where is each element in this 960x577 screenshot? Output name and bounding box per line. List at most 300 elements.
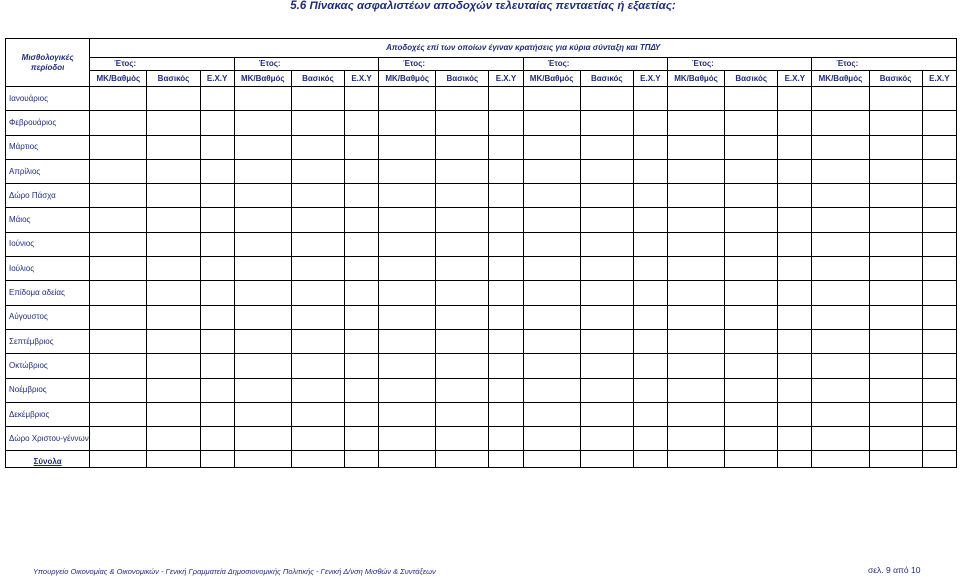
data-cell[interactable] <box>345 305 379 329</box>
data-cell[interactable] <box>200 378 234 402</box>
data-cell[interactable] <box>234 111 291 135</box>
data-cell[interactable] <box>580 305 633 329</box>
data-cell[interactable] <box>291 159 344 183</box>
data-cell[interactable] <box>580 402 633 426</box>
data-cell[interactable] <box>633 159 667 183</box>
data-cell[interactable] <box>633 232 667 256</box>
data-cell[interactable] <box>869 87 922 111</box>
data-cell[interactable] <box>379 159 436 183</box>
data-cell[interactable] <box>633 354 667 378</box>
data-cell[interactable] <box>922 281 956 305</box>
data-cell[interactable] <box>436 378 489 402</box>
data-cell[interactable] <box>725 111 778 135</box>
data-cell[interactable] <box>778 135 812 159</box>
data-cell[interactable] <box>90 208 147 232</box>
data-cell[interactable] <box>523 87 580 111</box>
data-cell[interactable] <box>667 257 724 281</box>
ex-header: Ε.Χ.Υ <box>345 71 379 87</box>
data-cell[interactable] <box>489 378 523 402</box>
data-cell[interactable] <box>291 329 344 353</box>
data-cell[interactable] <box>778 354 812 378</box>
data-cell[interactable] <box>869 159 922 183</box>
data-cell[interactable] <box>725 232 778 256</box>
total-cell[interactable] <box>90 451 147 468</box>
data-cell[interactable] <box>147 87 200 111</box>
data-cell[interactable] <box>523 159 580 183</box>
data-cell[interactable] <box>667 87 724 111</box>
data-cell[interactable] <box>869 184 922 208</box>
data-cell[interactable] <box>812 232 869 256</box>
data-cell[interactable] <box>580 354 633 378</box>
data-cell[interactable] <box>633 402 667 426</box>
data-cell[interactable] <box>922 354 956 378</box>
data-cell[interactable] <box>234 427 291 451</box>
data-cell[interactable] <box>147 305 200 329</box>
data-cell[interactable] <box>633 329 667 353</box>
data-cell[interactable] <box>580 87 633 111</box>
data-cell[interactable] <box>778 159 812 183</box>
data-cell[interactable] <box>436 159 489 183</box>
data-cell[interactable] <box>291 257 344 281</box>
data-cell[interactable] <box>147 257 200 281</box>
data-cell[interactable] <box>90 232 147 256</box>
data-cell[interactable] <box>489 257 523 281</box>
data-cell[interactable] <box>580 111 633 135</box>
data-cell[interactable] <box>922 232 956 256</box>
total-cell[interactable] <box>436 451 489 468</box>
data-cell[interactable] <box>523 329 580 353</box>
data-cell[interactable] <box>489 87 523 111</box>
data-cell[interactable] <box>90 111 147 135</box>
data-cell[interactable] <box>379 257 436 281</box>
data-cell[interactable] <box>147 329 200 353</box>
total-cell[interactable] <box>523 451 580 468</box>
data-cell[interactable] <box>436 184 489 208</box>
data-cell[interactable] <box>812 329 869 353</box>
data-cell[interactable] <box>379 378 436 402</box>
data-cell[interactable] <box>200 135 234 159</box>
data-cell[interactable] <box>523 111 580 135</box>
data-cell[interactable] <box>200 281 234 305</box>
data-cell[interactable] <box>436 354 489 378</box>
data-cell[interactable] <box>379 329 436 353</box>
data-cell[interactable] <box>489 111 523 135</box>
data-cell[interactable] <box>778 111 812 135</box>
data-cell[interactable] <box>633 305 667 329</box>
data-cell[interactable] <box>667 305 724 329</box>
data-cell[interactable] <box>147 427 200 451</box>
data-cell[interactable] <box>725 184 778 208</box>
data-cell[interactable] <box>812 111 869 135</box>
data-cell[interactable] <box>580 257 633 281</box>
data-cell[interactable] <box>667 208 724 232</box>
total-cell[interactable] <box>812 451 869 468</box>
total-cell[interactable] <box>379 451 436 468</box>
total-cell[interactable] <box>200 451 234 468</box>
data-cell[interactable] <box>489 208 523 232</box>
data-cell[interactable] <box>812 184 869 208</box>
total-cell[interactable] <box>778 451 812 468</box>
data-cell[interactable] <box>725 378 778 402</box>
data-cell[interactable] <box>200 257 234 281</box>
total-cell[interactable] <box>580 451 633 468</box>
data-cell[interactable] <box>90 135 147 159</box>
data-cell[interactable] <box>200 184 234 208</box>
data-cell[interactable] <box>436 427 489 451</box>
data-cell[interactable] <box>812 208 869 232</box>
data-cell[interactable] <box>379 402 436 426</box>
data-cell[interactable] <box>90 159 147 183</box>
total-cell[interactable] <box>489 451 523 468</box>
data-cell[interactable] <box>200 208 234 232</box>
data-cell[interactable] <box>869 257 922 281</box>
data-cell[interactable] <box>291 87 344 111</box>
data-cell[interactable] <box>725 354 778 378</box>
data-cell[interactable] <box>667 281 724 305</box>
data-cell[interactable] <box>345 378 379 402</box>
data-cell[interactable] <box>234 281 291 305</box>
data-cell[interactable] <box>436 208 489 232</box>
data-cell[interactable] <box>778 378 812 402</box>
data-cell[interactable] <box>147 402 200 426</box>
data-cell[interactable] <box>869 111 922 135</box>
data-cell[interactable] <box>489 281 523 305</box>
data-cell[interactable] <box>667 329 724 353</box>
data-cell[interactable] <box>234 87 291 111</box>
data-cell[interactable] <box>291 305 344 329</box>
data-cell[interactable] <box>725 329 778 353</box>
data-cell[interactable] <box>147 354 200 378</box>
data-cell[interactable] <box>633 208 667 232</box>
data-cell[interactable] <box>436 329 489 353</box>
data-cell[interactable] <box>667 427 724 451</box>
data-cell[interactable] <box>922 402 956 426</box>
data-cell[interactable] <box>922 257 956 281</box>
data-cell[interactable] <box>90 378 147 402</box>
data-cell[interactable] <box>291 354 344 378</box>
data-cell[interactable] <box>147 208 200 232</box>
data-cell[interactable] <box>291 232 344 256</box>
data-cell[interactable] <box>812 402 869 426</box>
data-cell[interactable] <box>379 208 436 232</box>
data-cell[interactable] <box>922 378 956 402</box>
data-cell[interactable] <box>147 378 200 402</box>
data-cell[interactable] <box>200 111 234 135</box>
data-cell[interactable] <box>667 111 724 135</box>
data-cell[interactable] <box>200 402 234 426</box>
data-cell[interactable] <box>580 281 633 305</box>
data-cell[interactable] <box>489 135 523 159</box>
data-cell[interactable] <box>812 354 869 378</box>
data-cell[interactable] <box>633 135 667 159</box>
data-cell[interactable] <box>523 354 580 378</box>
data-cell[interactable] <box>523 208 580 232</box>
data-cell[interactable] <box>147 111 200 135</box>
data-cell[interactable] <box>345 135 379 159</box>
data-cell[interactable] <box>200 329 234 353</box>
data-cell[interactable] <box>869 402 922 426</box>
data-cell[interactable] <box>200 305 234 329</box>
data-cell[interactable] <box>667 159 724 183</box>
data-cell[interactable] <box>812 427 869 451</box>
data-cell[interactable] <box>147 135 200 159</box>
data-cell[interactable] <box>869 281 922 305</box>
data-cell[interactable] <box>234 329 291 353</box>
data-cell[interactable] <box>436 232 489 256</box>
data-cell[interactable] <box>291 135 344 159</box>
data-cell[interactable] <box>523 232 580 256</box>
data-cell[interactable] <box>922 208 956 232</box>
data-cell[interactable] <box>147 184 200 208</box>
data-cell[interactable] <box>379 184 436 208</box>
data-cell[interactable] <box>436 111 489 135</box>
basic-salary-header: Βασικός <box>580 71 633 87</box>
data-cell[interactable] <box>922 135 956 159</box>
data-cell[interactable] <box>345 159 379 183</box>
data-cell[interactable] <box>234 208 291 232</box>
data-cell[interactable] <box>147 281 200 305</box>
data-cell[interactable] <box>489 232 523 256</box>
ex-header: Ε.Χ.Υ <box>200 71 234 87</box>
data-cell[interactable] <box>436 87 489 111</box>
data-cell[interactable] <box>667 184 724 208</box>
data-cell[interactable] <box>869 378 922 402</box>
data-cell[interactable] <box>725 427 778 451</box>
data-cell[interactable] <box>345 427 379 451</box>
data-cell[interactable] <box>147 232 200 256</box>
data-cell[interactable] <box>778 329 812 353</box>
data-cell[interactable] <box>489 427 523 451</box>
data-cell[interactable] <box>922 87 956 111</box>
data-cell[interactable] <box>667 378 724 402</box>
data-cell[interactable] <box>812 378 869 402</box>
total-cell[interactable] <box>633 451 667 468</box>
data-cell[interactable] <box>812 159 869 183</box>
data-cell[interactable] <box>812 281 869 305</box>
data-cell[interactable] <box>234 257 291 281</box>
data-cell[interactable] <box>291 208 344 232</box>
data-cell[interactable] <box>379 281 436 305</box>
data-cell[interactable] <box>633 111 667 135</box>
data-cell[interactable] <box>523 427 580 451</box>
data-cell[interactable] <box>725 305 778 329</box>
data-cell[interactable] <box>523 257 580 281</box>
data-cell[interactable] <box>379 427 436 451</box>
data-cell[interactable] <box>633 427 667 451</box>
data-cell[interactable] <box>667 135 724 159</box>
data-cell[interactable] <box>379 111 436 135</box>
data-cell[interactable] <box>200 159 234 183</box>
year-label: Έτος: <box>90 58 234 71</box>
data-cell[interactable] <box>90 402 147 426</box>
data-cell[interactable] <box>345 184 379 208</box>
data-cell[interactable] <box>778 257 812 281</box>
data-cell[interactable] <box>345 257 379 281</box>
data-cell[interactable] <box>234 378 291 402</box>
data-cell[interactable] <box>90 305 147 329</box>
data-cell[interactable] <box>523 402 580 426</box>
data-cell[interactable] <box>345 232 379 256</box>
data-cell[interactable] <box>580 232 633 256</box>
data-cell[interactable] <box>725 402 778 426</box>
data-cell[interactable] <box>436 257 489 281</box>
data-cell[interactable] <box>580 159 633 183</box>
data-cell[interactable] <box>436 135 489 159</box>
data-cell[interactable] <box>633 257 667 281</box>
total-cell[interactable] <box>147 451 200 468</box>
data-cell[interactable] <box>922 184 956 208</box>
data-cell[interactable] <box>523 305 580 329</box>
data-cell[interactable] <box>234 135 291 159</box>
data-cell[interactable] <box>633 87 667 111</box>
data-cell[interactable] <box>922 329 956 353</box>
table-row <box>6 281 957 305</box>
data-cell[interactable] <box>580 184 633 208</box>
data-cell[interactable] <box>869 329 922 353</box>
data-cell[interactable] <box>869 427 922 451</box>
data-cell[interactable] <box>812 257 869 281</box>
data-cell[interactable] <box>778 184 812 208</box>
data-cell[interactable] <box>922 159 956 183</box>
data-cell[interactable] <box>345 208 379 232</box>
data-cell[interactable] <box>922 111 956 135</box>
data-cell[interactable] <box>234 159 291 183</box>
data-cell[interactable] <box>778 402 812 426</box>
data-cell[interactable] <box>291 378 344 402</box>
data-cell[interactable] <box>725 208 778 232</box>
data-cell[interactable] <box>90 87 147 111</box>
basic-salary-header: Βασικός <box>869 71 922 87</box>
data-cell[interactable] <box>489 159 523 183</box>
total-cell[interactable] <box>291 451 344 468</box>
data-cell[interactable] <box>234 232 291 256</box>
data-cell[interactable] <box>869 305 922 329</box>
data-cell[interactable] <box>489 329 523 353</box>
data-cell[interactable] <box>436 402 489 426</box>
data-cell[interactable] <box>436 281 489 305</box>
data-cell[interactable] <box>489 402 523 426</box>
total-cell[interactable] <box>922 451 956 468</box>
data-cell[interactable] <box>436 305 489 329</box>
data-cell[interactable] <box>489 184 523 208</box>
data-cell[interactable] <box>667 402 724 426</box>
data-cell[interactable] <box>523 378 580 402</box>
data-cell[interactable] <box>291 111 344 135</box>
data-cell[interactable] <box>778 208 812 232</box>
data-cell[interactable] <box>291 402 344 426</box>
total-cell[interactable] <box>345 451 379 468</box>
data-cell[interactable] <box>489 354 523 378</box>
data-cell[interactable] <box>345 354 379 378</box>
data-cell[interactable] <box>379 232 436 256</box>
data-cell[interactable] <box>200 354 234 378</box>
data-cell[interactable] <box>580 329 633 353</box>
total-cell[interactable] <box>667 451 724 468</box>
month-label: Δώρο Πάσχα <box>6 184 90 208</box>
data-cell[interactable] <box>633 378 667 402</box>
data-cell[interactable] <box>345 281 379 305</box>
data-cell[interactable] <box>580 427 633 451</box>
table-row <box>6 208 957 232</box>
data-cell[interactable] <box>922 305 956 329</box>
data-cell[interactable] <box>291 281 344 305</box>
data-cell[interactable] <box>778 305 812 329</box>
data-cell[interactable] <box>90 329 147 353</box>
month-label: Φεβρουάριος <box>6 111 90 135</box>
data-cell[interactable] <box>291 427 344 451</box>
data-cell[interactable] <box>523 135 580 159</box>
data-cell[interactable] <box>812 305 869 329</box>
data-cell[interactable] <box>345 402 379 426</box>
data-cell[interactable] <box>345 87 379 111</box>
data-cell[interactable] <box>200 87 234 111</box>
data-cell[interactable] <box>725 257 778 281</box>
data-cell[interactable] <box>234 184 291 208</box>
data-cell[interactable] <box>580 208 633 232</box>
data-cell[interactable] <box>234 402 291 426</box>
data-cell[interactable] <box>922 427 956 451</box>
data-cell[interactable] <box>90 281 147 305</box>
data-cell[interactable] <box>778 427 812 451</box>
data-cell[interactable] <box>523 184 580 208</box>
data-cell[interactable] <box>633 281 667 305</box>
data-cell[interactable] <box>778 232 812 256</box>
data-cell[interactable] <box>778 87 812 111</box>
data-cell[interactable] <box>147 159 200 183</box>
basic-salary-header: Βασικός <box>725 71 778 87</box>
data-cell[interactable] <box>869 208 922 232</box>
data-cell[interactable] <box>234 354 291 378</box>
data-cell[interactable] <box>345 329 379 353</box>
data-cell[interactable] <box>812 87 869 111</box>
data-cell[interactable] <box>345 111 379 135</box>
total-cell[interactable] <box>869 451 922 468</box>
data-cell[interactable] <box>778 281 812 305</box>
basic-salary-header: Βασικός <box>436 71 489 87</box>
data-cell[interactable] <box>633 184 667 208</box>
data-cell[interactable] <box>725 281 778 305</box>
data-cell[interactable] <box>379 135 436 159</box>
data-cell[interactable] <box>379 305 436 329</box>
data-cell[interactable] <box>869 232 922 256</box>
data-cell[interactable] <box>90 354 147 378</box>
data-cell[interactable] <box>725 135 778 159</box>
data-cell[interactable] <box>90 257 147 281</box>
data-cell[interactable] <box>379 354 436 378</box>
data-cell[interactable] <box>667 354 724 378</box>
data-cell[interactable] <box>489 305 523 329</box>
data-cell[interactable] <box>812 135 869 159</box>
data-cell[interactable] <box>580 135 633 159</box>
data-cell[interactable] <box>200 232 234 256</box>
data-cell[interactable] <box>580 378 633 402</box>
data-cell[interactable] <box>90 427 147 451</box>
data-cell[interactable] <box>725 87 778 111</box>
total-cell[interactable] <box>234 451 291 468</box>
data-cell[interactable] <box>234 305 291 329</box>
data-cell[interactable] <box>725 159 778 183</box>
data-cell[interactable] <box>200 427 234 451</box>
data-cell[interactable] <box>291 184 344 208</box>
data-cell[interactable] <box>667 232 724 256</box>
data-cell[interactable] <box>523 281 580 305</box>
data-cell[interactable] <box>869 354 922 378</box>
table-row <box>6 329 957 353</box>
data-cell[interactable] <box>379 87 436 111</box>
data-cell[interactable] <box>869 135 922 159</box>
total-cell[interactable] <box>725 451 778 468</box>
data-cell[interactable] <box>90 184 147 208</box>
